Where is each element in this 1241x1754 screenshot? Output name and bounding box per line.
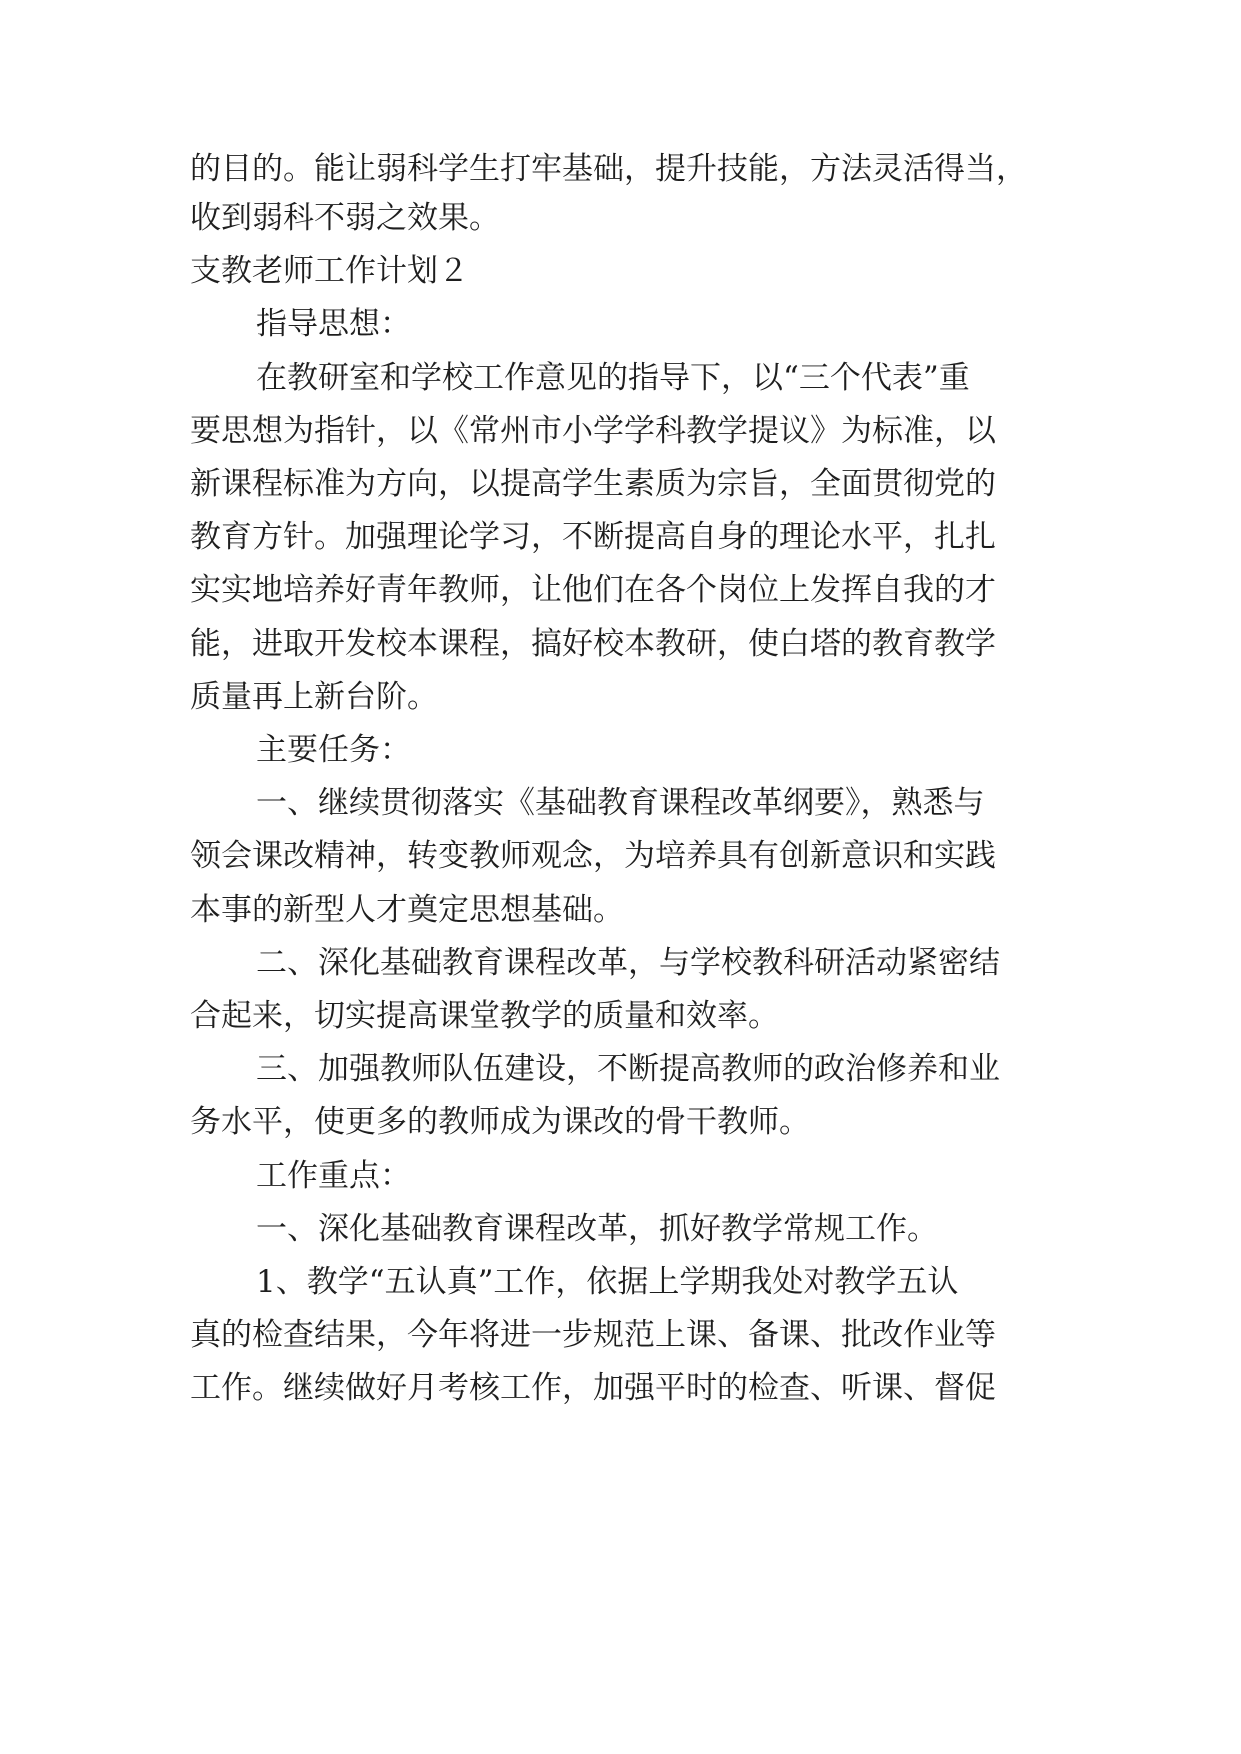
text-line: 教育方针。加强理论学习，不断提高自身的理论水平，扎扎 [190,519,996,555]
text-line: 实实地培养好青年教师，让他们在各个岗位上发挥自我的才 [190,572,996,608]
text-line: 本事的新型人才奠定思想基础。 [190,892,624,928]
text-line: 二、深化基础教育课程改革，与学校教科研活动紧密结 [256,945,1000,981]
text-line: 领会课改精神，转变教师观念，为培养具有创新意识和实践 [190,838,996,874]
text-line: 要思想为指针，以《常州市小学学科教学提议》为标准，以 [190,413,996,449]
text-line: 务水平，使更多的教师成为课改的骨干教师。 [190,1104,810,1140]
section-title: 支教老师工作计划２ [190,253,469,289]
text-line: 工作。继续做好月考核工作，加强平时的检查、听课、督促 [190,1370,996,1406]
text-line: 1、教学“五认真”工作，依据上学期我处对教学五认 [256,1264,959,1300]
text-line: 一、深化基础教育课程改革，抓好教学常规工作。 [256,1211,938,1247]
text-line: 合起来，切实提高课堂教学的质量和效率。 [190,998,779,1034]
text-line: 的目的。能让弱科学生打牢基础，提升技能，方法灵活得当， [190,151,1027,187]
text-line: 收到弱科不弱之效果。 [190,200,500,236]
text-line: 能，进取开发校本课程，搞好校本教研，使白塔的教育教学 [190,626,996,662]
text-line: 在教研室和学校工作意见的指导下，以“三个代表”重 [256,360,970,396]
text-line: 真的检查结果，今年将进一步规范上课、备课、批改作业等 [190,1317,996,1353]
text-line: 三、加强教师队伍建设，不断提高教师的政治修养和业 [256,1051,1000,1087]
text-line: 一、继续贯彻落实《基础教育课程改革纲要》，熟悉与 [256,785,985,821]
subheading: 指导思想： [256,306,411,342]
text-line: 新课程标准为方向，以提高学生素质为宗旨，全面贯彻党的 [190,466,996,502]
subheading: 工作重点： [256,1158,411,1194]
subheading: 主要任务： [256,732,411,768]
text-line: 质量再上新台阶。 [190,679,438,715]
